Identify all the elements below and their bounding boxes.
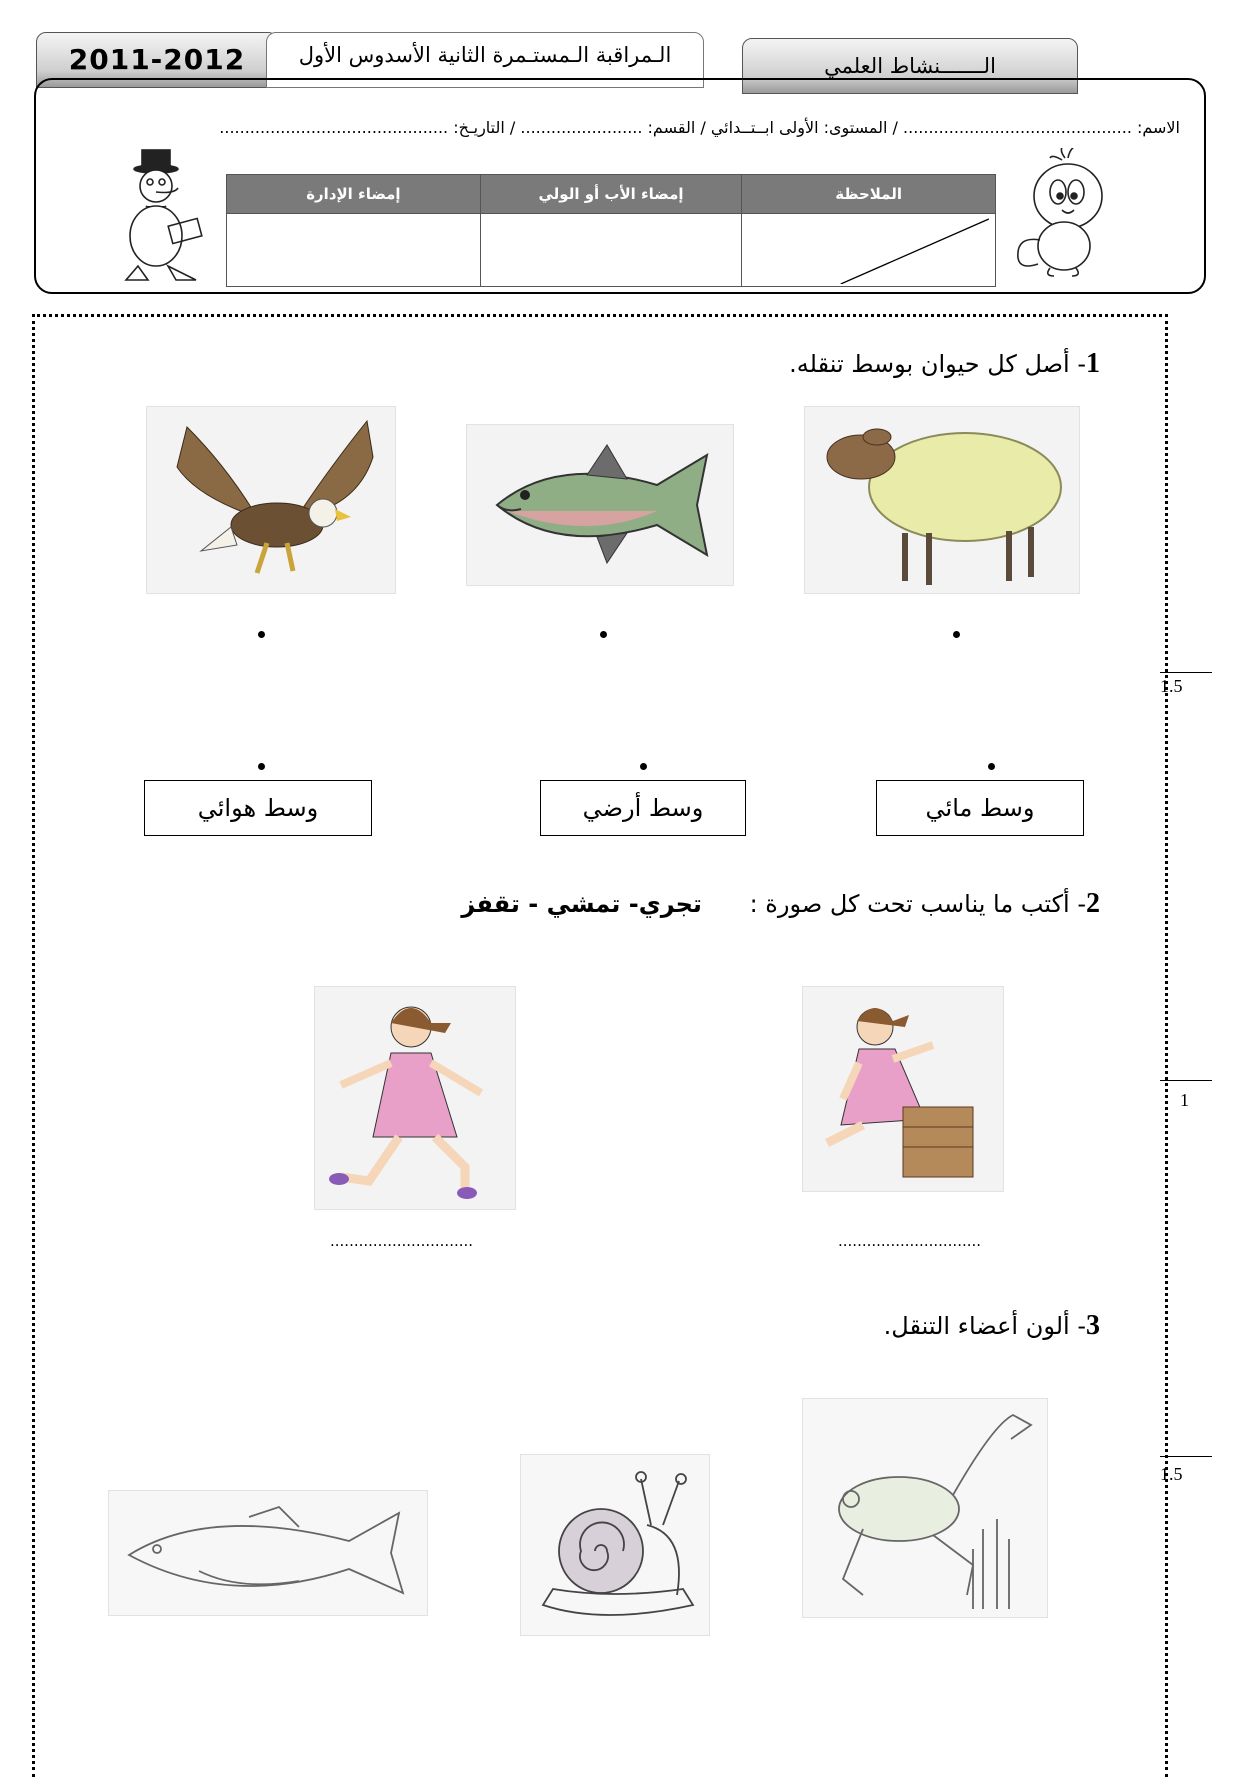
q1-text: - أصل كل حيوان بوسط تنقله.	[789, 350, 1086, 378]
q1-mark: 1.5	[1160, 676, 1183, 696]
q1-dot-water[interactable]	[988, 763, 995, 770]
parent-signature-header: إمضاء الأب أو الولي	[480, 175, 741, 214]
q3-mark: 1.5	[1160, 1464, 1183, 1484]
duck-cartoon-icon	[110, 148, 210, 288]
note-cell[interactable]	[742, 214, 996, 287]
q2-answer-blank-left[interactable]: ..............................	[330, 1232, 474, 1250]
exam-title: الـمراقبة الـمستـمرة الثانية الأسدوس الأول	[298, 43, 672, 67]
q1-dot-sheep[interactable]	[953, 631, 960, 638]
box-water-medium: وسط مائي	[876, 780, 1084, 836]
snail-outline-image	[520, 1454, 710, 1636]
q2-mark: 1	[1180, 1090, 1189, 1110]
q1-dot-eagle[interactable]	[258, 631, 265, 638]
fish-outline-image	[108, 1490, 428, 1616]
girl-jumping-image	[802, 986, 1004, 1192]
q2-word-bank: تجري- تمشي - تقفز	[461, 890, 702, 918]
q2-mark-line	[1160, 1080, 1212, 1081]
bird-cartoon-icon	[1010, 148, 1120, 278]
q1-dot-land[interactable]	[640, 763, 647, 770]
q1-mark-line	[1160, 672, 1212, 673]
q1-dot-fish[interactable]	[600, 631, 607, 638]
admin-signature-cell[interactable]	[227, 214, 481, 287]
eagle-image	[146, 406, 396, 594]
student-info-line: الاسم: ............................................. / المستوى: الأولى ابــتــدائي / القسم: ........................ / التاريـخ: .............................................	[219, 118, 1180, 137]
box-land-medium: وسط أرضي	[540, 780, 746, 836]
school-year: 2011-2012	[68, 43, 246, 76]
q2-heading	[200, 888, 1100, 920]
q3-heading	[600, 1310, 1100, 1342]
q1-heading	[600, 348, 1100, 380]
sheep-image	[804, 406, 1080, 594]
box-air-medium: وسط هوائي	[144, 780, 372, 836]
q3-mark-line	[1160, 1456, 1212, 1457]
frog-outline-image	[802, 1398, 1048, 1618]
q1-number: 1	[1086, 348, 1100, 379]
signature-table	[226, 174, 996, 287]
fish-image	[466, 424, 734, 586]
q3-text: - ألون أعضاء التنقل.	[883, 1312, 1086, 1340]
girl-running-image	[314, 986, 516, 1210]
note-header: الملاحظة	[742, 175, 996, 214]
parent-signature-cell[interactable]	[480, 214, 741, 287]
subject-title: الـــــــنشاط العلمي	[824, 54, 996, 78]
q2-answer-blank-right[interactable]: ..............................	[838, 1232, 982, 1250]
q1-dot-air[interactable]	[258, 763, 265, 770]
q2-number: 2	[1086, 888, 1100, 919]
admin-signature-header: إمضاء الإدارة	[227, 175, 481, 214]
q3-number: 3	[1086, 1310, 1100, 1341]
q2-text: - أكتب ما يناسب تحت كل صورة :	[749, 890, 1086, 918]
